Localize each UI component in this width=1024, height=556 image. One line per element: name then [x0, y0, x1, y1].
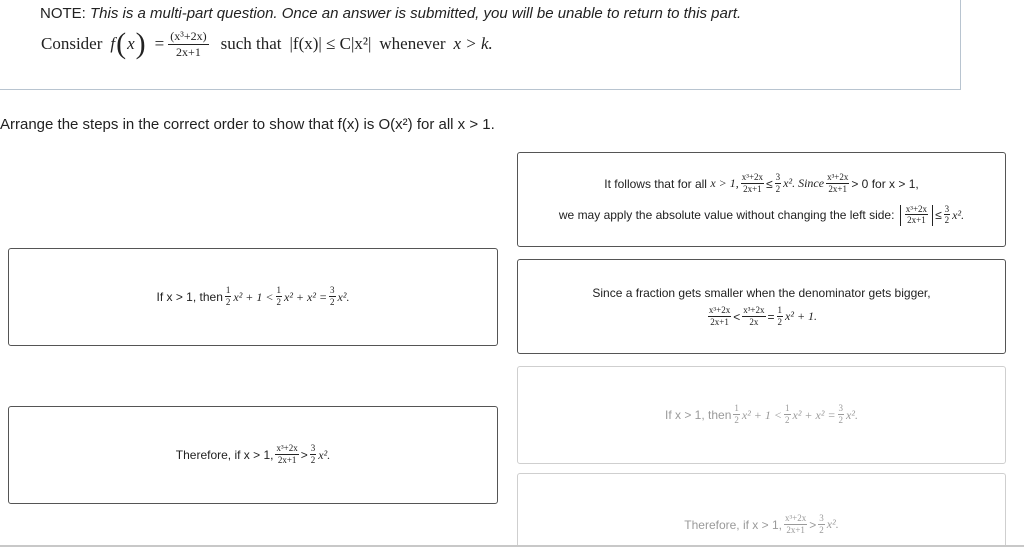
c2f-h2-num: 1 — [785, 403, 790, 414]
drop-slot-therefore[interactable] — [517, 473, 1006, 545]
c1-tail: x². Since — [783, 176, 825, 191]
consider-label: Consider — [41, 34, 103, 53]
c1-frac2-num: x³+2x — [827, 171, 849, 182]
c2-h3-den: 2 — [330, 297, 335, 308]
c2f-h3-den: 2 — [838, 415, 844, 426]
c4f-h-num: 3 — [819, 513, 824, 523]
note-prefix: NOTE: — [40, 5, 91, 22]
c2f-h — [733, 404, 740, 426]
c2-h — [225, 286, 232, 308]
c3-f2-num: x³+2x — [743, 304, 765, 315]
c3-f2-den: 2x — [749, 316, 759, 327]
c2-h3 — [329, 286, 336, 308]
func-name: f — [110, 34, 116, 53]
c1-frac-den: 2x+1 — [743, 183, 762, 194]
c3-f1 — [708, 306, 731, 328]
step-card-if-then-left[interactable] — [8, 248, 498, 346]
c2-pre: If x > 1, then — [156, 290, 223, 304]
c1-tail2: > 0 for x > 1, — [851, 176, 919, 191]
condition-text: |f(x)| ≤ C|x²| — [289, 34, 372, 53]
whenever-text: whenever — [379, 34, 446, 53]
c2-h-num: 1 — [225, 285, 231, 296]
step-card-follows[interactable] — [517, 152, 1006, 247]
c2f-h3 — [838, 404, 845, 426]
fraction-denominator: 2x+1 — [176, 44, 201, 59]
c1-r-den: 2 — [944, 215, 950, 226]
consider-fraction — [168, 29, 208, 59]
condition-tail: x > k. — [453, 34, 493, 53]
c4f-h-den: 2 — [819, 524, 824, 535]
c4-pre: Therefore, if x > 1, — [175, 448, 274, 462]
c1-frac — [741, 173, 764, 195]
c1-cond: x > 1, — [710, 176, 739, 191]
c1-abs-num: x³+2x — [905, 203, 928, 214]
c1-half — [775, 173, 782, 195]
c3-f1-den: 2x+1 — [710, 316, 729, 327]
c3-eq: = — [767, 309, 775, 324]
c3-h — [777, 306, 784, 328]
drop-slot-if-then[interactable] — [517, 366, 1006, 464]
c1-rel2: ≤ — [935, 208, 942, 223]
c4f-h — [818, 514, 825, 536]
c4-f-num: x³+2x — [276, 443, 298, 454]
c1-abs-den: 2x+1 — [907, 215, 926, 226]
c2f-h2-den: 2 — [785, 415, 790, 426]
c3-h-num: 1 — [777, 304, 783, 315]
c1-r — [944, 205, 951, 227]
c2-tail: x². — [337, 289, 350, 304]
c2f-mid: x² + 1 < — [741, 407, 782, 422]
c2f-mid2: x² + x² = — [792, 407, 836, 422]
c2f-tail: x². — [846, 407, 858, 422]
c4-h-num: 3 — [310, 443, 316, 454]
c2-h2-num: 1 — [276, 285, 281, 296]
note-line — [40, 5, 741, 22]
c1-frac-num: x³+2x — [741, 171, 764, 182]
c2-mid: x² + 1 < — [233, 289, 274, 304]
c2-mid2: x² + x² = — [284, 289, 328, 304]
bottom-divider — [0, 545, 1024, 547]
c1-line2: we may apply the absolute value without changing the left side: — [558, 208, 895, 223]
c1-half-den: 2 — [775, 183, 781, 194]
c1-abs-frac — [905, 205, 928, 227]
c3-h-den: 2 — [777, 316, 783, 327]
c1-frac2 — [826, 173, 849, 195]
c2f-h3-num: 3 — [838, 403, 844, 414]
c2f-h-den: 2 — [734, 415, 739, 426]
c3-tail: x² + 1. — [785, 309, 818, 323]
c2-h-den: 2 — [225, 297, 231, 308]
instruction-text: Arrange the steps in the correct order to show that f(x) is O(x²) for all x > 1. — [0, 116, 495, 133]
c3-line1: Since a fraction gets smaller when the denominator gets bigger, — [592, 285, 931, 300]
c1-half-num: 3 — [775, 171, 781, 182]
step-card-therefore-left[interactable] — [8, 406, 498, 504]
question-note-box — [0, 0, 961, 90]
c4-h — [310, 444, 317, 466]
c4f-f-num: x³+2x — [784, 513, 807, 523]
such-that-text: such that — [220, 34, 282, 53]
c3-f1-num: x³+2x — [708, 304, 731, 315]
c2-h2-den: 2 — [276, 297, 281, 308]
consider-statement: Consider f ( x ) = $\frac{\text{(x³+2x)}}{2x+1}$ such that |f(x)| ≤ C|x²| whenever x > k. — [41, 27, 493, 60]
step-card-since-fraction[interactable] — [517, 259, 1006, 354]
note-text: This is a multi-part question. Once an answer is submitted, you will be unable to return to this part. — [90, 5, 742, 22]
c1-rel: ≤ — [766, 176, 773, 191]
c4-h-den: 2 — [310, 455, 316, 466]
c1-tail3: x². — [952, 207, 965, 222]
c4f-gt: > — [809, 517, 817, 532]
c2f-pre: If x > 1, then — [665, 408, 732, 422]
c1-pre: It follows that for all — [604, 176, 707, 191]
func-var: x — [127, 34, 135, 53]
c2-h3-num: 3 — [330, 285, 335, 296]
c2-h2 — [276, 286, 283, 308]
c3-lt: < — [733, 309, 741, 324]
c2f-h-num: 1 — [734, 403, 739, 414]
c1-abs — [900, 205, 933, 227]
c4f-f-den: 2x+1 — [786, 524, 805, 535]
c1-r-num: 3 — [944, 203, 950, 214]
equals-sign: = — [154, 34, 165, 53]
c2f-h2 — [784, 404, 791, 426]
c4-tail: x². — [318, 447, 331, 462]
c1-frac2-den: 2x+1 — [828, 183, 847, 194]
c4f-tail: x². — [826, 517, 839, 532]
c4f-f — [784, 514, 807, 536]
fraction-numerator: (x³+2x) — [170, 29, 207, 44]
c4-gt: > — [300, 448, 308, 462]
c4-f-den: 2x+1 — [277, 455, 297, 466]
c4f-pre: Therefore, if x > 1, — [684, 517, 782, 532]
c3-f2 — [742, 306, 765, 328]
c4-f — [275, 444, 298, 466]
